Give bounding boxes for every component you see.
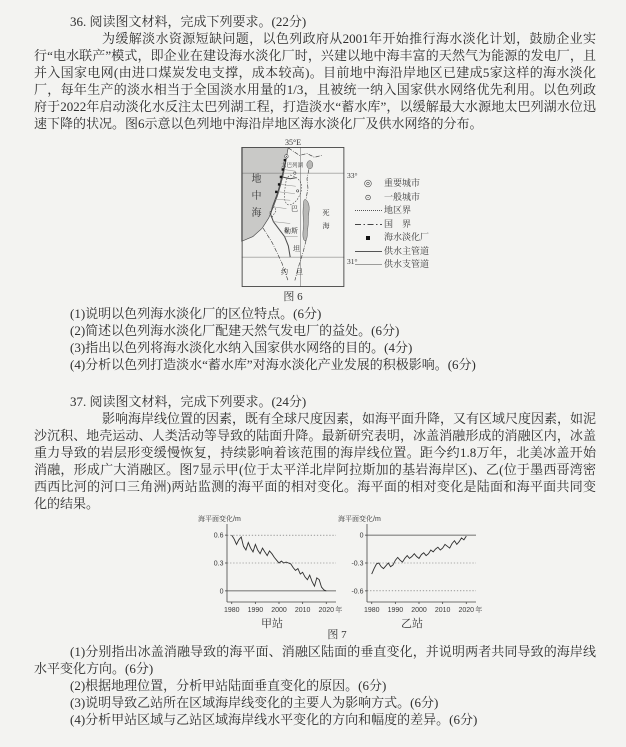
question-36-sub-2: (2)简述以色列海水淡化厂配建天然气发电厂的益处。(6分): [70, 323, 400, 338]
branch-pipeline-2: [280, 184, 296, 186]
svg-text:1980: 1980: [223, 607, 240, 614]
legend-item: [352, 245, 429, 259]
jordan-label: 约旦: [281, 268, 311, 276]
question-37-sub-4: (4)分析甲站区域与乙站区域海岸线水平变化的方向和幅度的差异。(6分): [70, 712, 478, 727]
figure-7: [34, 514, 596, 642]
svg-text:2010: 2010: [294, 607, 311, 614]
svg-text:年: 年: [475, 607, 483, 614]
svg-text:0.3: 0.3: [213, 560, 224, 568]
svg-text:1980: 1980: [363, 607, 380, 614]
question-36-sub-3: (3)指出以色列将海水淡化水纳入国家供水网络的目的。(4分): [70, 340, 413, 355]
district-boundary-icon: [355, 210, 382, 211]
svg-text:年: 年: [335, 607, 343, 614]
latitude-31-label: 31°: [347, 257, 358, 266]
svg-text:2010: 2010: [434, 607, 451, 614]
ordinary-city-marker: [297, 190, 299, 192]
question-37: [34, 393, 596, 728]
legend-label: 重要城市: [384, 178, 421, 188]
lake-tiberias-label: 太巴列湖: [281, 163, 304, 169]
section-spacer: [34, 373, 596, 393]
palestine-label-1: 巴: [291, 205, 298, 213]
chart-jia-caption: 甲站: [261, 618, 283, 630]
important-city-icon: ◎: [363, 178, 373, 190]
legend-item: [352, 258, 429, 272]
svg-text:-0.6: -0.6: [351, 588, 364, 596]
question-37-heading: 37. 阅读图文材料，完成下列要求。(24分): [70, 394, 307, 409]
desalination-plant-marker: [278, 183, 280, 185]
svg-text:0: 0: [219, 588, 224, 596]
figure-6: [34, 133, 596, 303]
figure-6-caption: 图 6: [283, 291, 303, 303]
main-pipeline-icon: [355, 251, 382, 252]
svg-text:2000: 2000: [271, 607, 287, 614]
legend-label: 地区界: [384, 205, 412, 215]
svg-text:-0.3: -0.3: [351, 560, 364, 568]
palestine-label-2: 勒斯: [284, 227, 298, 235]
desalination-plant-icon: [366, 236, 370, 240]
desalination-plant-marker: [280, 176, 282, 178]
legend-item: [352, 231, 429, 245]
legend-label: 供水主管道: [384, 245, 430, 256]
important-city-dot: [286, 156, 287, 157]
israel-map: [237, 138, 358, 291]
legend-label: 国 界: [384, 218, 412, 229]
legend-label: 一般城市: [384, 191, 421, 202]
national-boundary-icon: [355, 224, 382, 225]
svg-text:海平面变化/m: 海平面变化/m: [198, 516, 241, 523]
svg-text:0: 0: [359, 532, 364, 540]
legend-item: [352, 218, 429, 232]
mediterranean-sea-label: 地中海: [249, 173, 260, 224]
ordinary-city-icon: ⊙: [364, 192, 372, 202]
legend-item: [352, 177, 429, 191]
legend-label: 供水支管道: [384, 259, 430, 269]
svg-text:0.6: 0.6: [213, 532, 224, 540]
chart-yi-caption: 乙站: [401, 618, 423, 630]
legend-item: [352, 204, 429, 218]
question-37-sub-1: (1)分别指出冰盖消融导致的海平面、消融区陆面的垂直变化，并说明两者共同导致的海岸线水平变化方向。(6分): [34, 644, 596, 676]
question-37-paragraph: 影响海岸线位置的因素，既有全球尺度因素，如海平面升降，又有区域尺度因素，如泥沙沉积、地壳运动、人类活动等导致的陆面升降。最新研究表明，冰盖消融形成的消融区内，冰盖重力导致的岩层形变缓慢恢复，持续影响着该范围的海岸线位置。距今约1.8万年，北美冰盖开始消融，形成广大消融区。图7显示甲(位于太平洋北岸阿拉斯加的基岩海岸区)、乙(位于墨西哥湾密西西比河的河口三角洲)两站监测的海平面的相对变化。海平面的相对变化是陆面和海平面共同变化的结果。: [34, 411, 597, 511]
question-36-sub-4: (4)分析以色列打造淡水“蓄水库”对海水淡化产业发展的积极影响。(6分): [70, 357, 476, 372]
question-36-sub-1: (1)说明以色列海水淡化厂的区位特点。(6分): [70, 306, 322, 321]
question-36-paragraph: 为缓解淡水资源短缺问题，以色列政府从2001年开始推行海水淡化计划，鼓励企业实行“电水联产”模式，即企业在建设海水淡化厂时，兴建以地中海丰富的天然气为能源的发电厂，且并入国家电网(由进口煤炭发电支撑，成本较高)。目前地中海沿岸地区已建成5家这样的海水淡化厂，每年生产的淡水相当于全国淡水用量的1/3，且被统一纳入国家供水网络优先利用。以色列政府于2022年启动淡化水反注太巴列湖工程，打造淡水“蓄水库”，以缓解最大水源地太巴列湖水位迅速下降的状况。图6示意以色列地中海沿岸地区海水淡化厂及供水网络的分布。: [34, 31, 596, 131]
branch-pipeline-3: [278, 192, 295, 194]
figure-7-caption: 图 7: [327, 629, 347, 641]
branch-pipeline-4: [275, 199, 290, 200]
chart-station-yi: [337, 514, 487, 633]
meridian-label: 35°E: [285, 138, 302, 147]
lake-tiberias-shape: [307, 161, 313, 169]
question-37-sub-3: (3)说明导致乙站所在区域海岸线变化的主要人为影响方式。(6分): [70, 695, 439, 710]
legend-item: [352, 191, 429, 205]
svg-text:2020: 2020: [458, 607, 475, 614]
svg-text:1990: 1990: [247, 607, 264, 614]
branch-pipeline-5: [272, 207, 286, 209]
svg-text:海平面变化/m: 海平面变化/m: [338, 516, 381, 523]
sea-level-chart-jia: [197, 514, 347, 618]
latitude-33-label: 33°: [347, 171, 358, 180]
svg-text:2000: 2000: [411, 607, 427, 614]
branch-pipeline-icon: [355, 264, 382, 265]
map-legend: [352, 177, 429, 272]
svg-text:2020: 2020: [318, 607, 335, 614]
dead-sea-shape: [303, 199, 309, 240]
desalination-plant-marker: [275, 191, 277, 193]
dead-sea-label: 死海: [322, 209, 330, 235]
legend-label: 海水淡化厂: [384, 232, 430, 242]
chart-station-jia: [197, 514, 347, 633]
sea-level-chart-yi: [337, 514, 487, 618]
question-36: [34, 13, 596, 373]
svg-text:1990: 1990: [387, 607, 404, 614]
question-37-sub-2: (2)根据地理位置，分析甲站陆面垂直变化的原因。(6分): [70, 678, 387, 693]
jordan-river-border: [306, 169, 309, 199]
question-36-heading: 36. 阅读图文材料，完成下列要求。(22分): [70, 14, 307, 29]
main-pipeline-branch: [282, 177, 296, 179]
palestine-label-3: 坦: [293, 245, 300, 253]
